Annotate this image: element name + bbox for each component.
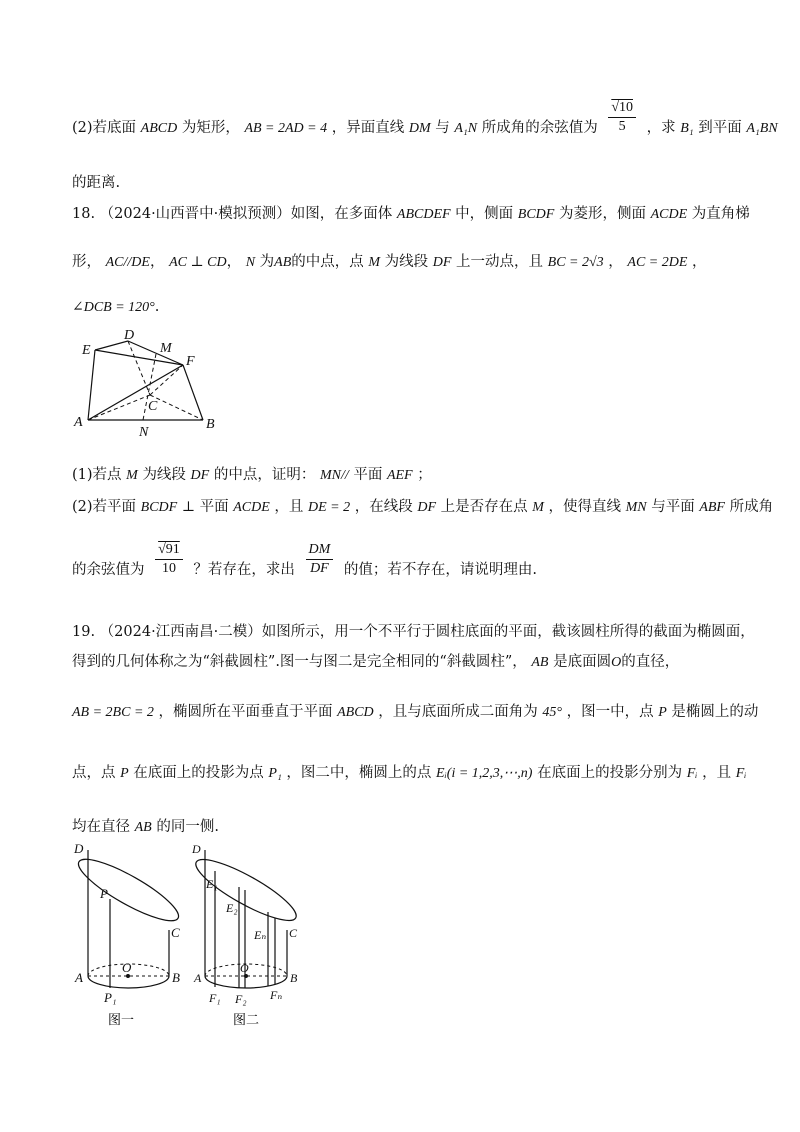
edge-cf xyxy=(150,365,183,395)
text: 到平面 xyxy=(698,120,742,136)
math: ABCDEF xyxy=(396,207,451,222)
math-abcd: ABCD xyxy=(140,121,178,136)
label-d: D xyxy=(192,842,201,856)
text: 所成角的余弦值为 xyxy=(481,120,598,136)
text: 上是否存在点 xyxy=(440,499,528,515)
section-ellipse xyxy=(72,850,185,931)
math: P₁ xyxy=(268,766,282,781)
math: Eᵢ(i = 1,2,3,⋯,n) xyxy=(436,766,533,781)
edge-af xyxy=(88,365,183,420)
frac-den: 5 xyxy=(618,118,626,134)
text: ， xyxy=(149,254,165,270)
text: 为 xyxy=(259,254,275,270)
math: AB = 2BC = 2 xyxy=(72,705,154,720)
math: ABCD xyxy=(337,705,374,720)
math: ABF xyxy=(699,500,725,515)
text: ，图二中，椭圆上的点 xyxy=(286,765,432,781)
text: 所成角 xyxy=(729,499,774,515)
text: 在底面上的投影分别为 xyxy=(537,765,683,781)
text: 的距离. xyxy=(72,175,121,191)
math: 45° xyxy=(542,705,562,720)
label-b: B xyxy=(206,417,215,432)
problem-number: 19. xyxy=(72,624,96,640)
label-o: O xyxy=(122,960,132,975)
part-label: (2) xyxy=(72,499,93,515)
text: ，且与底面所成二面角为 xyxy=(378,704,538,720)
text: 为矩形， xyxy=(181,120,240,136)
math: M xyxy=(368,255,381,270)
q19-line1 xyxy=(72,622,755,642)
figure-caption: 图一 xyxy=(108,1013,135,1028)
label-f1: F₁ xyxy=(209,991,221,1005)
math: Fᵢ xyxy=(686,766,698,781)
math: AC//DE xyxy=(105,255,150,270)
fraction-sqrt10-5 xyxy=(608,99,636,136)
math-dm: DM xyxy=(408,121,431,136)
text: 为线段 xyxy=(384,254,429,270)
label-en: Eₙ xyxy=(254,928,267,942)
math: O xyxy=(611,655,622,670)
math: MN xyxy=(625,500,647,515)
problem-source: （2024·山西晋中·模拟预测） xyxy=(99,206,291,222)
text: 上一动点，且 xyxy=(456,254,544,270)
part-label: (2) xyxy=(72,120,93,136)
label-b: B xyxy=(290,971,298,985)
q17-part2-line2 xyxy=(72,173,120,193)
math: P xyxy=(658,705,667,720)
q19-line2 xyxy=(72,652,679,673)
text: 均在直径 xyxy=(72,819,130,835)
figure-19-2-oblique-cylinder xyxy=(190,838,315,1038)
q18-line3 xyxy=(72,297,159,318)
math: BCDF xyxy=(140,500,178,515)
text: 在底面上的投影为点 xyxy=(133,765,264,781)
math: AEF xyxy=(386,468,413,483)
text: 是底面圆 xyxy=(553,654,612,670)
label-f: F xyxy=(186,354,195,369)
edge-fb xyxy=(183,365,203,420)
math: MN// xyxy=(319,468,349,483)
math: AB xyxy=(274,255,292,270)
math: DF xyxy=(417,500,436,515)
text: 与 xyxy=(435,120,450,136)
math: AB xyxy=(531,655,549,670)
label-e1: E₁ xyxy=(206,877,218,891)
label-p1: P₁ xyxy=(104,990,117,1005)
q18-line2 xyxy=(72,252,707,273)
text: ， xyxy=(608,254,623,270)
math: P xyxy=(120,766,129,781)
text: 得到的几何体称之为“斜截圆柱”.图一与图二是完全相同的“斜截圆柱”， xyxy=(72,654,527,670)
label-a: A xyxy=(194,971,202,985)
label-a: A xyxy=(74,415,83,430)
fraction-sqrt91-10 xyxy=(155,541,183,578)
text: 的值；若不存在，请说明理由. xyxy=(343,562,538,578)
frac-den: 10 xyxy=(161,560,176,576)
problem-source: （2024·江西南昌·二模） xyxy=(99,624,262,640)
part-label: (1) xyxy=(72,467,93,483)
label-p: P xyxy=(100,886,108,901)
math: DF xyxy=(190,468,210,483)
text: 平面 xyxy=(199,499,229,515)
math: ⊥ xyxy=(181,500,195,515)
q18-part1 xyxy=(72,465,432,486)
math: BC = 2√3 xyxy=(547,255,604,270)
figure-caption: 图二 xyxy=(233,1013,260,1028)
label-e: E xyxy=(82,343,91,358)
text: 与平面 xyxy=(651,499,695,515)
text: 的余弦值为 xyxy=(72,562,145,578)
math: M xyxy=(532,500,544,515)
text: ； xyxy=(417,467,432,483)
text: ，在线段 xyxy=(354,499,413,515)
label-a: A xyxy=(75,970,83,985)
math: DE = 2 xyxy=(308,500,351,515)
math: ACDE xyxy=(650,207,688,222)
text: 中，侧面 xyxy=(455,206,514,222)
text: 如图，在多面体 xyxy=(290,206,393,222)
text: ，使得直线 xyxy=(548,499,621,515)
frac-num: √10 xyxy=(608,99,636,118)
math: BCDF xyxy=(517,207,555,222)
text: 点，点 xyxy=(72,765,116,781)
q19-line3 xyxy=(72,702,758,723)
text: 如图所示，用一个不平行于圆柱底面的平面，截该圆柱所得的截面为椭圆面， xyxy=(261,624,755,640)
text: ， xyxy=(226,254,242,270)
figure-18-polyhedron xyxy=(72,325,232,440)
label-d: D xyxy=(124,328,135,343)
q18-part2-line2 xyxy=(72,541,538,580)
text: 形， xyxy=(72,254,101,270)
fraction-dm-df xyxy=(306,541,334,578)
text: ，且 xyxy=(702,765,732,781)
frac-den: DF xyxy=(310,560,329,576)
label-f2: F₂ xyxy=(235,992,247,1006)
math: AC ⊥ CD xyxy=(169,255,227,270)
text: ，椭圆所在平面垂直于平面 xyxy=(158,704,333,720)
q19-line5 xyxy=(72,817,219,838)
problem-number: 18. xyxy=(72,206,96,222)
label-n: N xyxy=(139,425,149,440)
q19-line4 xyxy=(72,763,746,784)
text: ，求 xyxy=(646,120,676,136)
text: 若平面 xyxy=(92,499,137,515)
label-c: C xyxy=(289,926,298,940)
q18-line1 xyxy=(72,204,750,225)
q18-part2-line1 xyxy=(72,497,773,518)
math: DF xyxy=(432,255,452,270)
math: AC = 2DE xyxy=(627,255,688,270)
text: ， xyxy=(692,254,707,270)
frac-num: DM xyxy=(306,541,334,560)
label-e2: E₂ xyxy=(226,901,238,915)
edge-ac xyxy=(88,395,150,420)
math: Fᵢ xyxy=(735,766,747,781)
math: M xyxy=(126,468,138,483)
text: 的中点，证明： xyxy=(213,467,316,483)
text: ？若存在，求出 xyxy=(193,562,295,578)
label-c: C xyxy=(171,925,180,940)
text: 的同一侧. xyxy=(156,819,219,835)
math: AB xyxy=(134,820,152,835)
text: 若点 xyxy=(92,467,122,483)
text: 的中点，点 xyxy=(291,254,364,270)
text: 为直角梯 xyxy=(691,206,750,222)
label-b: B xyxy=(172,970,180,985)
edge-ae xyxy=(88,350,95,420)
math-eq: AB = 2AD = 4 xyxy=(244,121,328,136)
text: ，且 xyxy=(274,499,304,515)
text: 为线段 xyxy=(142,467,186,483)
text: 若底面 xyxy=(92,120,137,136)
text: ，图一中，点 xyxy=(566,704,654,720)
label-o: O xyxy=(240,961,249,975)
q17-part2-line1 xyxy=(72,99,778,139)
math: N xyxy=(245,255,256,270)
text: ，异面直线 xyxy=(331,120,405,136)
label-c: C xyxy=(148,399,158,414)
text: 平面 xyxy=(353,467,383,483)
math: ACDE xyxy=(233,500,270,515)
figure-19-1-oblique-cylinder xyxy=(72,838,192,1038)
math-a1n: A₁N xyxy=(454,121,478,136)
text: . xyxy=(154,299,160,315)
text: 的直径， xyxy=(621,654,680,670)
label-fn: Fₙ xyxy=(270,988,283,1002)
label-m: M xyxy=(160,341,172,356)
text: 是椭圆上的动 xyxy=(671,704,759,720)
math-a1bn: A₁BN xyxy=(746,121,778,136)
text: 为菱形，侧面 xyxy=(558,206,646,222)
math-b1: B₁ xyxy=(680,121,694,136)
math-angle: ∠DCB = 120° xyxy=(72,300,155,315)
label-d: D xyxy=(74,841,84,856)
frac-num: √91 xyxy=(155,541,183,560)
